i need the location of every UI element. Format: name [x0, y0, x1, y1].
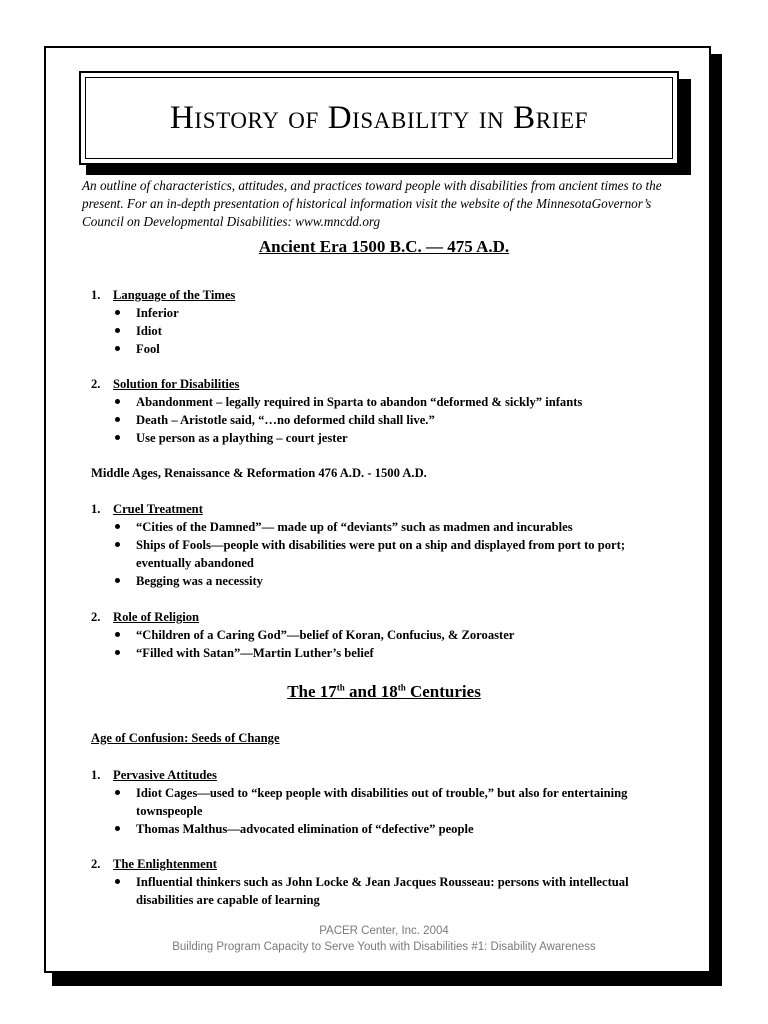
list-item-text: Inferior [136, 306, 179, 320]
centuries-section-2 [91, 855, 671, 909]
list-item [115, 784, 671, 820]
list-item [115, 322, 671, 340]
bullet-icon [115, 435, 120, 440]
section-title: The Enlightenment [113, 857, 217, 871]
bullet-icon [115, 826, 120, 831]
list-item-text: Abandonment – legally required in Sparta to abandon “deformed & sickly” infants [136, 395, 583, 409]
bullet-icon [115, 417, 120, 422]
ancient-section-2 [91, 375, 671, 447]
bullet-list [91, 873, 671, 909]
title-inner-border [85, 77, 673, 159]
list-item-text: Thomas Malthus—advocated elimination of “defective” people [136, 822, 474, 836]
title-box [79, 71, 679, 165]
list-item-text: “Children of a Caring God”—belief of Koran, Confucius, & Zoroaster [136, 628, 515, 642]
section-number: 1. [91, 288, 101, 302]
bullet-icon [115, 346, 120, 351]
section-number: 2. [91, 377, 101, 391]
list-item [115, 820, 671, 838]
list-item [115, 572, 671, 590]
list-item [115, 393, 671, 411]
section-number: 2. [91, 610, 101, 624]
section-title: Solution for Disabilities [113, 377, 240, 391]
middle-ages-heading: Middle Ages, Renaissance & Reformation 476 A.D. - 1500 A.D. [91, 466, 427, 480]
list-item [115, 518, 671, 536]
list-item [115, 626, 671, 644]
list-item-text: Fool [136, 342, 160, 356]
bullet-icon [115, 328, 120, 333]
section-number: 1. [91, 502, 101, 516]
page-title: History of Disability in Brief [170, 99, 588, 136]
centuries-section-1 [91, 766, 671, 838]
list-item-text: “Filled with Satan”—Martin Luther’s belief [136, 646, 374, 660]
section-number: 2. [91, 857, 101, 871]
list-item [115, 340, 671, 358]
section-title: Cruel Treatment [113, 502, 203, 516]
bullet-icon [115, 578, 120, 583]
bullet-list [91, 304, 671, 358]
bullet-icon [115, 790, 120, 795]
list-item [115, 644, 671, 662]
bullet-list [91, 784, 671, 838]
bullet-list [91, 626, 671, 662]
middle-section-1 [91, 500, 671, 590]
centuries-heading-part: and 18 [344, 682, 398, 701]
list-item-text: Death – Aristotle said, “…no deformed child shall live.” [136, 413, 435, 427]
ancient-section-1 [91, 286, 671, 358]
section-title: Role of Religion [113, 610, 200, 624]
list-item-text: Influential thinkers such as John Locke & Jean Jacques Rousseau: persons with intellectual disabilities are capable of learning [136, 875, 629, 907]
list-item-text: Idiot Cages—used to “keep people with disabilities out of trouble,” but also for entertaining townspeople [136, 786, 628, 818]
bullet-icon [115, 879, 120, 884]
section-title: Language of the Times [113, 288, 236, 302]
centuries-heading [0, 682, 768, 702]
bullet-list [91, 393, 671, 447]
list-item-text: Use person as a plaything – court jester [136, 431, 348, 445]
bullet-list [91, 518, 671, 590]
bullet-icon [115, 310, 120, 315]
bullet-icon [115, 399, 120, 404]
centuries-heading-part: Centuries [405, 682, 481, 701]
centuries-heading-sup: th [336, 682, 345, 693]
footer-program: Building Program Capacity to Serve Youth with Disabilities #1: Disability Awareness [172, 941, 596, 953]
list-item [115, 411, 671, 429]
centuries-heading-sup: th [397, 682, 406, 693]
age-of-confusion-heading: Age of Confusion: Seeds of Change [91, 731, 280, 745]
list-item-text: Idiot [136, 324, 162, 338]
middle-section-2 [91, 608, 671, 662]
ancient-era-heading: Ancient Era 1500 B.C. — 475 A.D. [258, 237, 510, 256]
bullet-icon [115, 542, 120, 547]
centuries-heading-part: The 17 [287, 682, 337, 701]
list-item [115, 429, 671, 447]
list-item-text: “Cities of the Damned”— made up of “deviants” such as madmen and incurables [136, 520, 573, 534]
list-item-text: Ships of Fools—people with disabilities were put on a ship and displayed from port to port; eventually abandoned [136, 538, 626, 570]
list-item [115, 536, 671, 572]
bullet-icon [115, 524, 120, 529]
list-item-text: Begging was a necessity [136, 574, 263, 588]
section-number: 1. [91, 768, 101, 782]
bullet-icon [115, 632, 120, 637]
footer-credit: PACER Center, Inc. 2004 [319, 925, 449, 937]
list-item [115, 873, 671, 909]
intro-text: An outline of characteristics, attitudes, and practices toward people with disabilities from ancient times to the present. For an in-depth presentation of historical information visit the website of the MinnesotaGovernor’s Council on Developmental Disabilities: www.mncdd.org [82, 178, 662, 229]
section-title: Pervasive Attitudes [113, 768, 217, 782]
list-item [115, 304, 671, 322]
bullet-icon [115, 650, 120, 655]
